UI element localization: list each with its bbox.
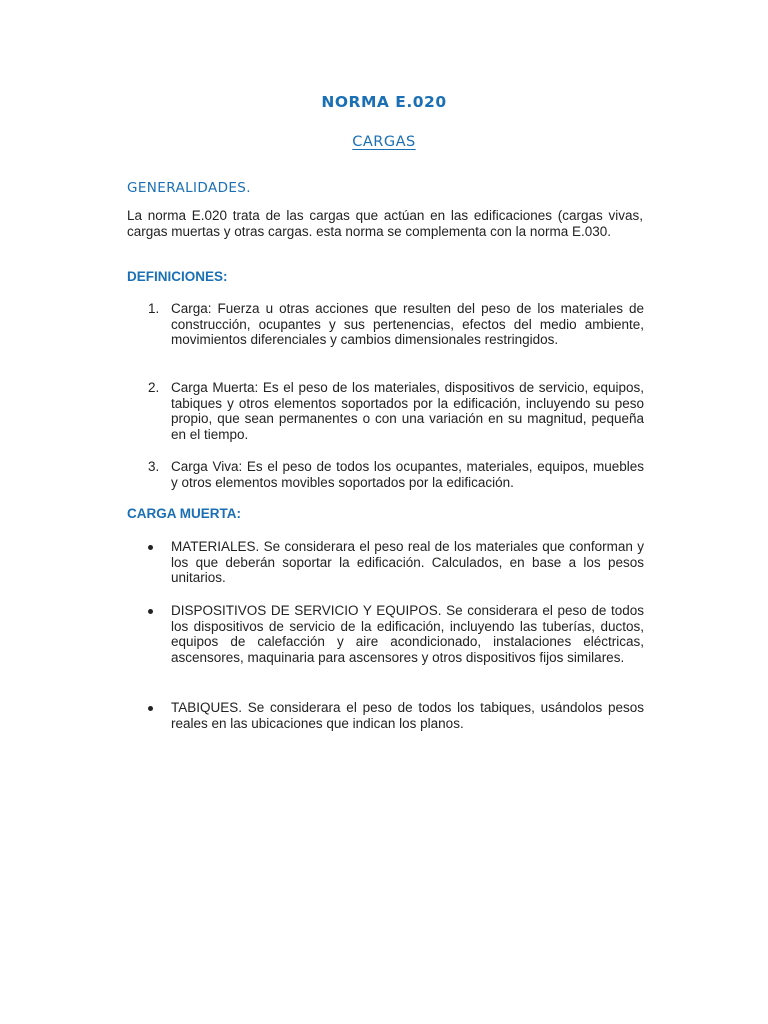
list-number: 2. bbox=[148, 380, 160, 395]
list-item-text: Carga Muerta: Es el peso de los materiales, dispositivos de servicio, equipos, tabiques y otros elementos soportados por la edificación, incluyendo su peso propio, que sean permanentes o con una variación en su magnitud, pequeña en el tiempo. bbox=[171, 380, 644, 443]
list-item-text: DISPOSITIVOS DE SERVICIO Y EQUIPOS. Se considerara el peso de todos los dispositivos de servicio de la edificación, incluyendo las tuberías, ductos, equipos de calefacción y aire acondicionado, instalaciones eléctricas, ascensores, maquinaria para ascensores y otros dispositivos fijos similares. bbox=[171, 603, 644, 666]
list-item-text: TABIQUES. Se considerara el peso de todos los tabiques, usándolos pesos reales en las ubicaciones que indican los planos. bbox=[171, 700, 644, 731]
heading-definiciones: DEFINICIONES: bbox=[127, 269, 228, 284]
list-item-materiales bbox=[148, 539, 644, 586]
list-item-definicion-3 bbox=[148, 459, 644, 490]
list-number: 1. bbox=[148, 301, 160, 316]
heading-generalidades: GENERALIDADES. bbox=[127, 180, 251, 196]
list-item-dispositivos bbox=[148, 603, 644, 666]
bullet-icon bbox=[148, 706, 153, 711]
document-subtitle-text: CARGAS bbox=[352, 134, 416, 150]
paragraph-generalidades: La norma E.020 trata de las cargas que actúan en las edificaciones (cargas vivas, cargas muertas y otras cargas. esta norma se complementa con la norma E.030. bbox=[127, 208, 643, 239]
list-item-text: Carga Viva: Es el peso de todos los ocupantes, materiales, equipos, muebles y otros elementos movibles soportados por la edificación. bbox=[171, 459, 644, 490]
list-item-text: Carga: Fuerza u otras acciones que resulten del peso de los materiales de construcción, ocupantes y sus pertenencias, efectos del medio ambiente, movimientos diferenciales y cambios dimensionales restringidos. bbox=[171, 301, 644, 348]
heading-carga-muerta: CARGA MUERTA: bbox=[127, 506, 241, 521]
document-title: NORMA E.020 bbox=[321, 93, 447, 111]
list-item-definicion-1 bbox=[148, 301, 644, 348]
bullet-icon bbox=[148, 545, 153, 550]
list-number: 3. bbox=[148, 459, 160, 474]
bullet-icon bbox=[148, 609, 153, 614]
document-subtitle bbox=[0, 134, 768, 150]
list-item-tabiques bbox=[148, 700, 644, 731]
list-item-definicion-2 bbox=[148, 380, 644, 443]
list-item-text: MATERIALES. Se considerara el peso real de los materiales que conforman y los que deberán soportar la edificación. Calculados, en base a los pesos unitarios. bbox=[171, 539, 644, 586]
